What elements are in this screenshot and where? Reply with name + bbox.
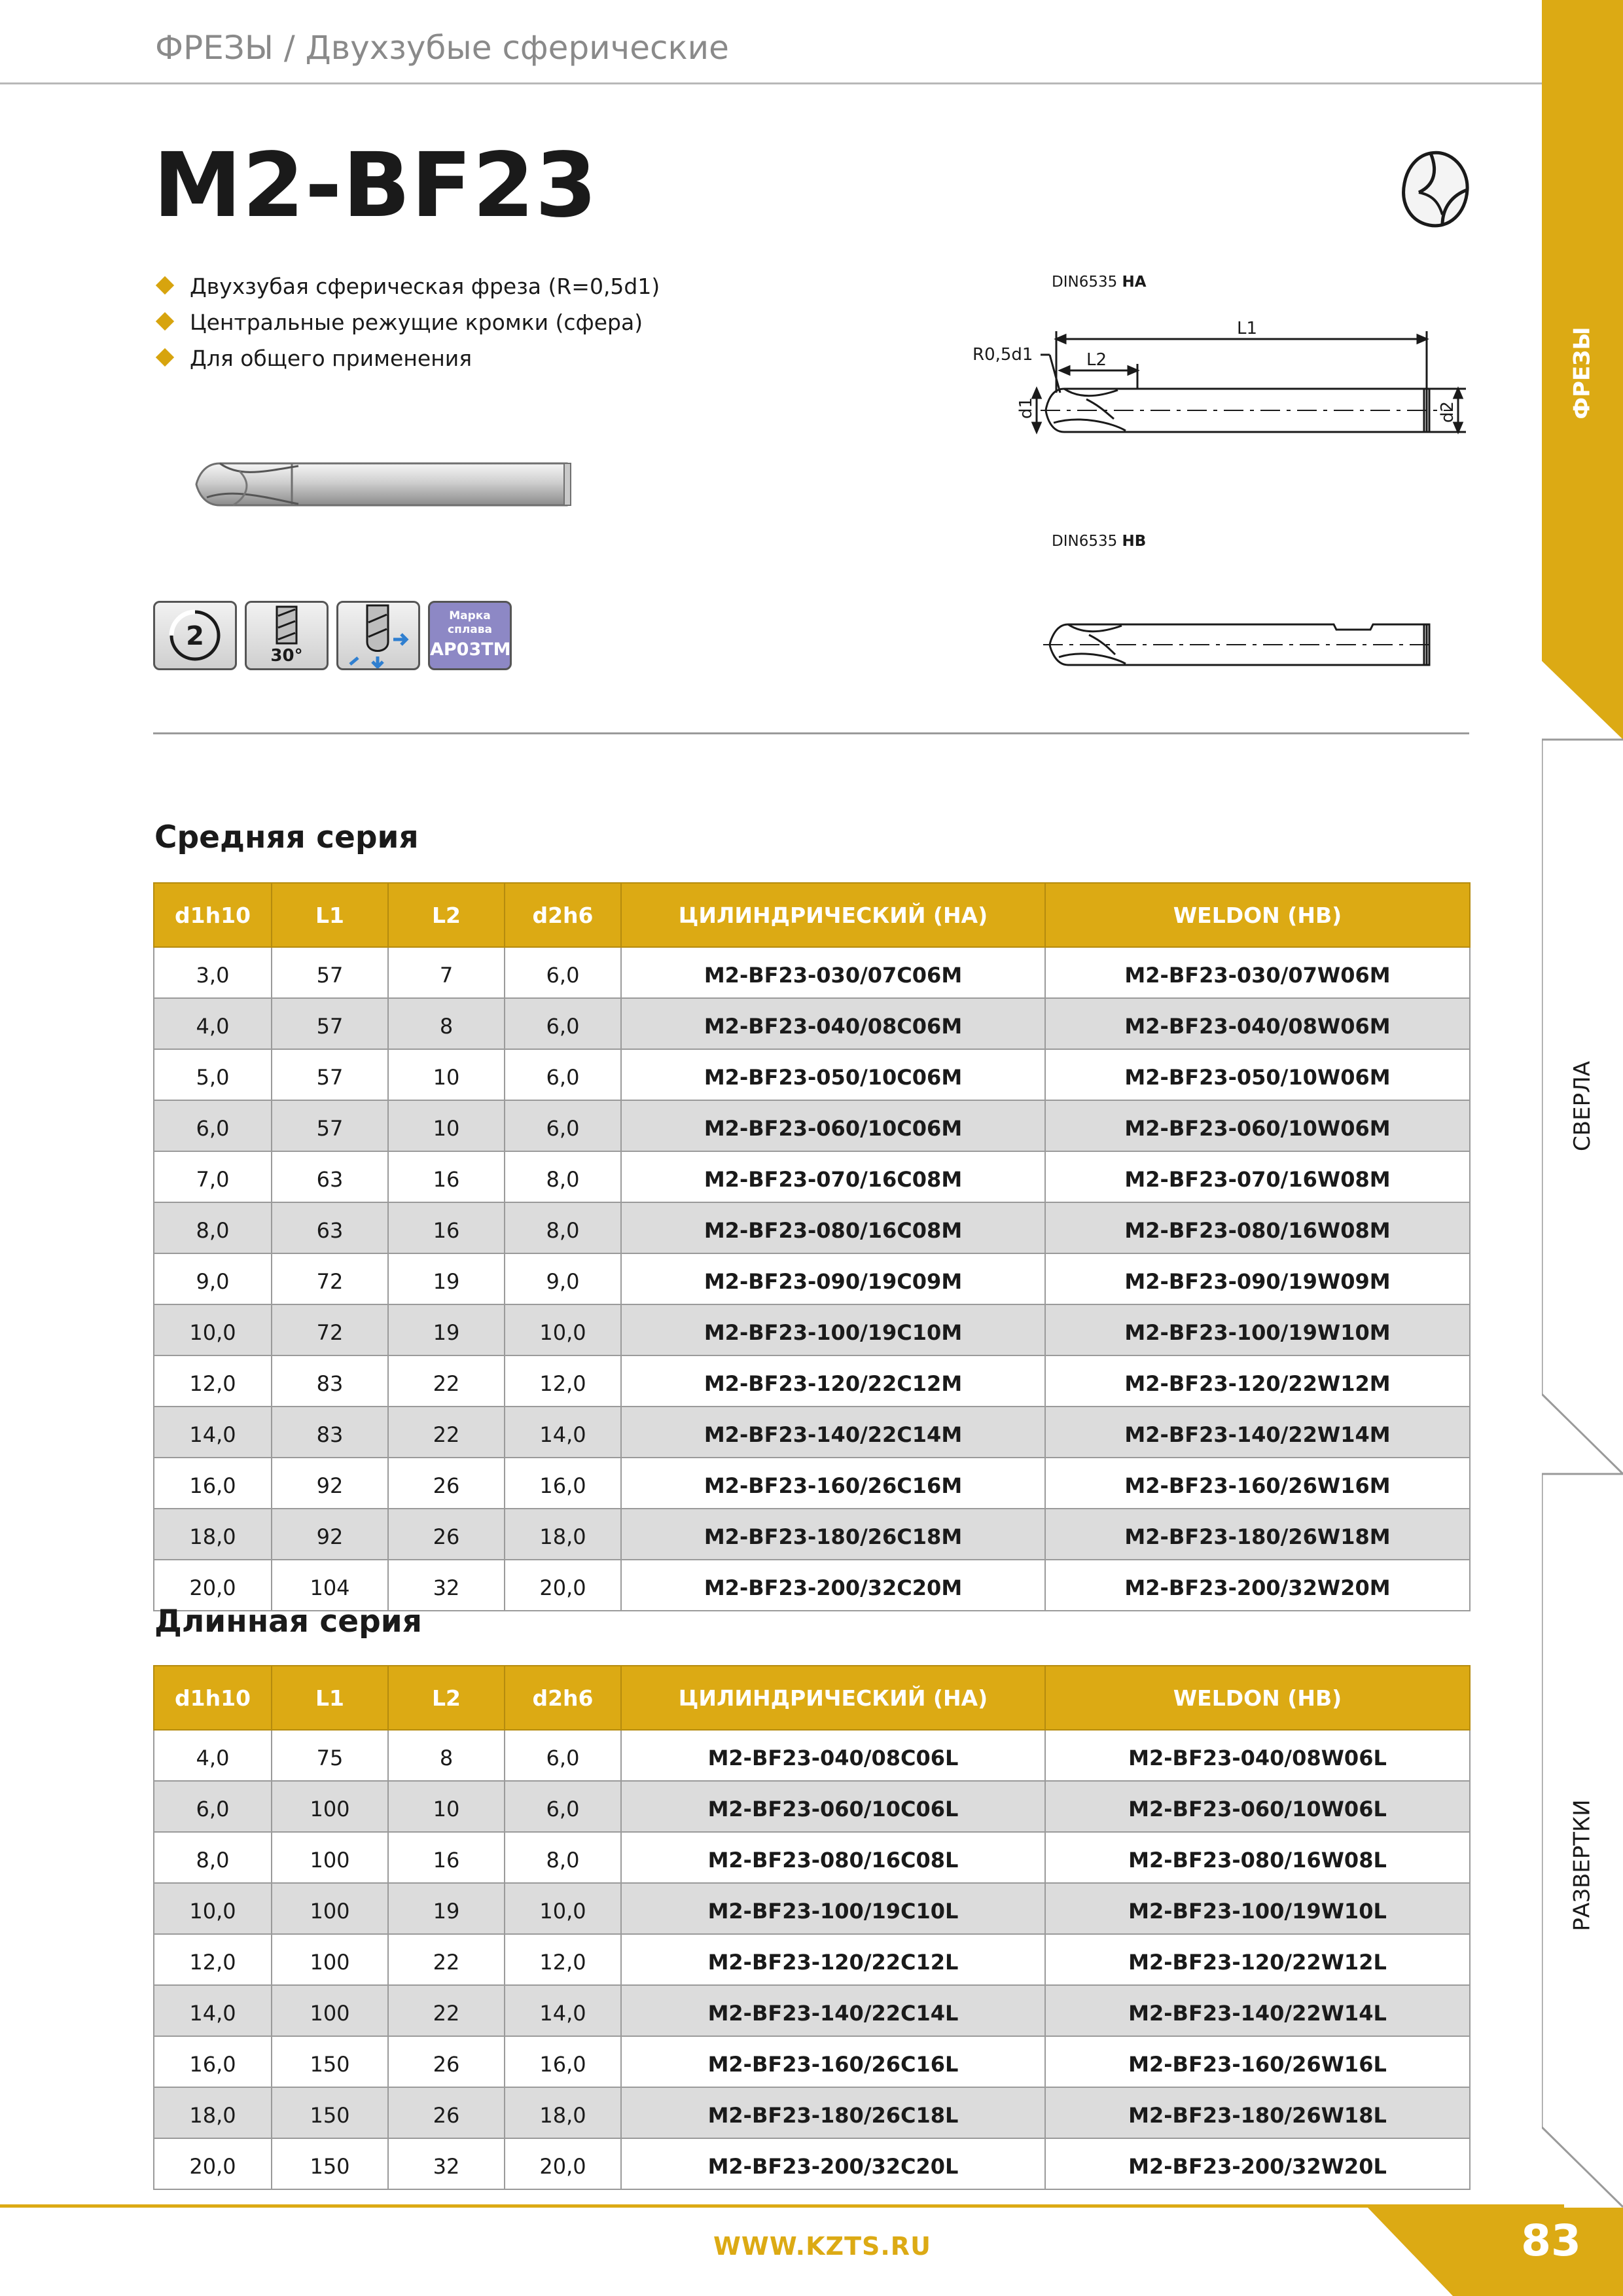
article-code-cell: M2-BF23-160/26C16L: [621, 2036, 1045, 2087]
dimension-cell: 6,0: [505, 1049, 621, 1100]
dimension-cell: 32: [388, 1560, 505, 1611]
article-code-cell: M2-BF23-180/26C18M: [621, 1509, 1045, 1560]
column-header: d2h6: [505, 883, 621, 947]
dimension-cell: 19: [388, 1253, 505, 1304]
feature-list: [156, 268, 660, 376]
diamond-bullet-icon: [156, 348, 174, 367]
column-header: ЦИЛИНДРИЧЕСКИЙ (HA): [621, 883, 1045, 947]
footer-divider: [0, 2204, 1564, 2208]
article-code-cell: M2-BF23-180/26W18M: [1045, 1509, 1470, 1560]
dimension-cell: 19: [388, 1883, 505, 1934]
dimension-cell: 100: [272, 1781, 388, 1832]
svg-text:2: 2: [186, 621, 204, 651]
article-code-cell: M2-BF23-100/19C10L: [621, 1883, 1045, 1934]
dimension-cell: 26: [388, 2036, 505, 2087]
dimension-cell: 6,0: [154, 1781, 272, 1832]
article-code-cell: M2-BF23-140/22C14L: [621, 1985, 1045, 2036]
dimension-cell: 20,0: [505, 1560, 621, 1611]
dimension-cell: 72: [272, 1304, 388, 1355]
column-header: L2: [388, 1666, 505, 1730]
article-code-cell: M2-BF23-040/08C06L: [621, 1730, 1045, 1781]
table-row: [154, 1832, 1470, 1883]
dimension-cell: 10: [388, 1781, 505, 1832]
dimension-cell: 20,0: [154, 1560, 272, 1611]
dimension-cell: 22: [388, 1407, 505, 1458]
medium-series-title: Средняя серия: [154, 819, 419, 855]
article-code-cell: M2-BF23-200/32W20M: [1045, 1560, 1470, 1611]
grade-value: AP03TM: [430, 639, 511, 660]
dimension-cell: 57: [272, 947, 388, 998]
dimension-cell: 63: [272, 1202, 388, 1253]
table-row: [154, 1458, 1470, 1509]
article-code-cell: M2-BF23-090/19C09M: [621, 1253, 1045, 1304]
dim-r: R0,5d1: [972, 345, 1033, 365]
table-row: [154, 1304, 1470, 1355]
article-code-cell: M2-BF23-140/22W14M: [1045, 1407, 1470, 1458]
table-body: [154, 947, 1470, 1611]
article-code-cell: M2-BF23-060/10W06L: [1045, 1781, 1470, 1832]
table-row: [154, 2036, 1470, 2087]
column-header: ЦИЛИНДРИЧЕСКИЙ (HA): [621, 1666, 1045, 1730]
dimension-cell: 10,0: [154, 1883, 272, 1934]
dimension-cell: 26: [388, 2087, 505, 2138]
dimension-cell: 83: [272, 1407, 388, 1458]
column-header: d2h6: [505, 1666, 621, 1730]
dimension-cell: 9,0: [505, 1253, 621, 1304]
article-code-cell: M2-BF23-080/16W08L: [1045, 1832, 1470, 1883]
dimension-cell: 7,0: [154, 1151, 272, 1202]
table-row: [154, 1407, 1470, 1458]
column-header: L1: [272, 883, 388, 947]
article-code-cell: M2-BF23-050/10W06M: [1045, 1049, 1470, 1100]
article-code-cell: M2-BF23-040/08C06M: [621, 998, 1045, 1049]
article-code-cell: M2-BF23-140/22C14M: [621, 1407, 1045, 1458]
dimension-cell: 3,0: [154, 947, 272, 998]
dim-d2: d2: [1438, 401, 1457, 423]
tab-reamers[interactable]: РАЗВЕРТКИ: [1569, 1799, 1596, 1931]
dimension-cell: 92: [272, 1458, 388, 1509]
din-hb-label: DIN6535 HB: [1052, 533, 1147, 550]
dimension-cell: 10: [388, 1049, 505, 1100]
article-code-cell: M2-BF23-100/19W10L: [1045, 1883, 1470, 1934]
dimension-cell: 14,0: [505, 1985, 621, 2036]
table-header-row: [154, 883, 1470, 947]
table-row: [154, 1355, 1470, 1407]
article-code-cell: M2-BF23-040/08W06L: [1045, 1730, 1470, 1781]
dimension-cell: 22: [388, 1934, 505, 1985]
article-code-cell: M2-BF23-040/08W06M: [1045, 998, 1470, 1049]
page-title: M2-BF23: [153, 134, 598, 238]
ball-nose-cutting-icon: [336, 601, 420, 670]
dimension-cell: 20,0: [154, 2138, 272, 2189]
dimension-cell: 8: [388, 998, 505, 1049]
article-code-cell: M2-BF23-060/10C06L: [621, 1781, 1045, 1832]
dimension-cell: 100: [272, 1883, 388, 1934]
dimension-cell: 8,0: [505, 1151, 621, 1202]
dimension-cell: 10,0: [505, 1883, 621, 1934]
article-code-cell: M2-BF23-080/16C08L: [621, 1832, 1045, 1883]
dimension-cell: 6,0: [505, 1730, 621, 1781]
article-code-cell: M2-BF23-100/19C10M: [621, 1304, 1045, 1355]
article-code-cell: M2-BF23-050/10C06M: [621, 1049, 1045, 1100]
dimension-cell: 12,0: [505, 1934, 621, 1985]
column-header: L1: [272, 1666, 388, 1730]
dimension-cell: 14,0: [505, 1407, 621, 1458]
feature-item: Двухзубая сферическая фреза (R=0,5d1): [156, 268, 660, 304]
dimension-cell: 104: [272, 1560, 388, 1611]
table-row: [154, 1151, 1470, 1202]
dimension-cell: 12,0: [154, 1355, 272, 1407]
article-code-cell: M2-BF23-160/26C16M: [621, 1458, 1045, 1509]
article-code-cell: M2-BF23-090/19W09M: [1045, 1253, 1470, 1304]
dimension-cell: 16,0: [505, 2036, 621, 2087]
din-ha-drawing: [969, 308, 1472, 458]
dimension-cell: 8,0: [154, 1832, 272, 1883]
dimension-cell: 18,0: [154, 2087, 272, 2138]
page-number: 83: [1521, 2215, 1581, 2266]
dimension-cell: 16,0: [505, 1458, 621, 1509]
tab-drills[interactable]: СВЕРЛА: [1569, 1061, 1596, 1151]
article-code-cell: M2-BF23-100/19W10M: [1045, 1304, 1470, 1355]
dimension-cell: 72: [272, 1253, 388, 1304]
dim-l2: L2: [1086, 350, 1107, 370]
dimension-cell: 12,0: [505, 1355, 621, 1407]
article-code-cell: M2-BF23-120/22W12L: [1045, 1934, 1470, 1985]
table-row: [154, 998, 1470, 1049]
article-code-cell: M2-BF23-070/16C08M: [621, 1151, 1045, 1202]
helix-angle-icon: 30°: [245, 601, 329, 670]
article-code-cell: M2-BF23-070/16W08M: [1045, 1151, 1470, 1202]
dimension-cell: 92: [272, 1509, 388, 1560]
article-code-cell: M2-BF23-140/22W14L: [1045, 1985, 1470, 2036]
dimension-cell: 10,0: [154, 1304, 272, 1355]
tab-mills[interactable]: ФРЕЗЫ: [1569, 327, 1596, 420]
grade-badge: [428, 601, 512, 670]
dimension-cell: 26: [388, 1458, 505, 1509]
dimension-cell: 83: [272, 1355, 388, 1407]
article-code-cell: M2-BF23-030/07C06M: [621, 947, 1045, 998]
table-body: [154, 1730, 1470, 2189]
article-code-cell: M2-BF23-160/26W16L: [1045, 2036, 1470, 2087]
table-row: [154, 1781, 1470, 1832]
dimension-cell: 150: [272, 2138, 388, 2189]
dimension-cell: 12,0: [154, 1934, 272, 1985]
dimension-cell: 22: [388, 1985, 505, 2036]
end-mill-image: [194, 452, 573, 517]
article-code-cell: M2-BF23-200/32C20L: [621, 2138, 1045, 2189]
dimension-cell: 6,0: [505, 1781, 621, 1832]
flute-count-icon: [153, 601, 237, 670]
table-row: [154, 1049, 1470, 1100]
article-code-cell: M2-BF23-060/10W06M: [1045, 1100, 1470, 1151]
dimension-cell: 14,0: [154, 1407, 272, 1458]
dimension-cell: 16,0: [154, 2036, 272, 2087]
section-divider: [153, 732, 1469, 734]
table-row: [154, 1985, 1470, 2036]
column-header: L2: [388, 883, 505, 947]
article-code-cell: M2-BF23-160/26W16M: [1045, 1458, 1470, 1509]
article-code-cell: M2-BF23-080/16C08M: [621, 1202, 1045, 1253]
dimension-cell: 75: [272, 1730, 388, 1781]
dimension-cell: 8,0: [154, 1202, 272, 1253]
article-code-cell: M2-BF23-120/22W12M: [1045, 1355, 1470, 1407]
dimension-cell: 7: [388, 947, 505, 998]
article-code-cell: M2-BF23-120/22C12M: [621, 1355, 1045, 1407]
dimension-cell: 16,0: [154, 1458, 272, 1509]
article-code-cell: M2-BF23-030/07W06M: [1045, 947, 1470, 998]
dimension-cell: 150: [272, 2036, 388, 2087]
dimension-cell: 22: [388, 1355, 505, 1407]
table-row: [154, 1730, 1470, 1781]
column-header: d1h10: [154, 1666, 272, 1730]
dimension-cell: 18,0: [505, 1509, 621, 1560]
long-series-title: Длинная серия: [154, 1604, 422, 1640]
table-row: [154, 1202, 1470, 1253]
dimension-cell: 6,0: [505, 1100, 621, 1151]
dimension-cell: 16: [388, 1151, 505, 1202]
dimension-cell: 16: [388, 1832, 505, 1883]
dimension-cell: 100: [272, 1934, 388, 1985]
footer-url[interactable]: WWW.KZTS.RU: [713, 2232, 931, 2261]
table-row: [154, 947, 1470, 998]
ball-nose-icon: [1399, 149, 1471, 233]
dimension-cell: 32: [388, 2138, 505, 2189]
table-row: [154, 1509, 1470, 1560]
article-code-cell: M2-BF23-200/32C20M: [621, 1560, 1045, 1611]
dimension-cell: 8,0: [505, 1202, 621, 1253]
dimension-cell: 10,0: [505, 1304, 621, 1355]
dimension-cell: 6,0: [505, 947, 621, 998]
dimension-cell: 4,0: [154, 998, 272, 1049]
medium-series-table: [153, 882, 1471, 1611]
dimension-cell: 8: [388, 1730, 505, 1781]
table-row: [154, 2087, 1470, 2138]
article-code-cell: M2-BF23-080/16W08M: [1045, 1202, 1470, 1253]
article-code-cell: M2-BF23-180/26C18L: [621, 2087, 1045, 2138]
dimension-cell: 16: [388, 1202, 505, 1253]
dimension-cell: 100: [272, 1832, 388, 1883]
dimension-cell: 20,0: [505, 2138, 621, 2189]
dimension-cell: 10: [388, 1100, 505, 1151]
dimension-cell: 150: [272, 2087, 388, 2138]
dimension-cell: 63: [272, 1151, 388, 1202]
article-code-cell: M2-BF23-060/10C06M: [621, 1100, 1045, 1151]
table-row: [154, 1934, 1470, 1985]
dimension-cell: 18,0: [154, 1509, 272, 1560]
table-row: [154, 1883, 1470, 1934]
dimension-cell: 57: [272, 998, 388, 1049]
dim-l1: L1: [1237, 319, 1258, 338]
column-header: d1h10: [154, 883, 272, 947]
dimension-cell: 19: [388, 1304, 505, 1355]
dimension-cell: 9,0: [154, 1253, 272, 1304]
dimension-cell: 6,0: [154, 1100, 272, 1151]
feature-item: Для общего применения: [156, 340, 660, 376]
grade-caption-2: сплава: [448, 623, 492, 636]
diamond-bullet-icon: [156, 312, 174, 331]
dimension-cell: 26: [388, 1509, 505, 1560]
dimension-cell: 4,0: [154, 1730, 272, 1781]
din-hb-drawing: [1041, 615, 1433, 674]
dimension-cell: 8,0: [505, 1832, 621, 1883]
grade-caption-1: Марка: [449, 609, 491, 622]
column-header: WELDON (HB): [1045, 1666, 1470, 1730]
dimension-cell: 100: [272, 1985, 388, 2036]
dimension-cell: 57: [272, 1049, 388, 1100]
diamond-bullet-icon: [156, 276, 174, 295]
dim-d1: d1: [1016, 397, 1036, 419]
feature-item: Центральные режущие кромки (сфера): [156, 304, 660, 340]
header-divider: [0, 82, 1542, 84]
table-row: [154, 1100, 1470, 1151]
article-code-cell: M2-BF23-200/32W20L: [1045, 2138, 1470, 2189]
table-row: [154, 1253, 1470, 1304]
dimension-cell: 14,0: [154, 1985, 272, 2036]
dimension-cell: 5,0: [154, 1049, 272, 1100]
column-header: WELDON (HB): [1045, 883, 1470, 947]
dimension-cell: 6,0: [505, 998, 621, 1049]
breadcrumb: ФРЕЗЫ / Двухзубые сферические: [155, 29, 729, 67]
dimension-cell: 57: [272, 1100, 388, 1151]
din-ha-label: DIN6535 HA: [1052, 274, 1147, 291]
article-code-cell: M2-BF23-180/26W18L: [1045, 2087, 1470, 2138]
long-series-table: [153, 1665, 1471, 2190]
table-row: [154, 2138, 1470, 2189]
feature-icons: [153, 601, 512, 670]
article-code-cell: M2-BF23-120/22C12L: [621, 1934, 1045, 1985]
dimension-cell: 18,0: [505, 2087, 621, 2138]
table-header-row: [154, 1666, 1470, 1730]
